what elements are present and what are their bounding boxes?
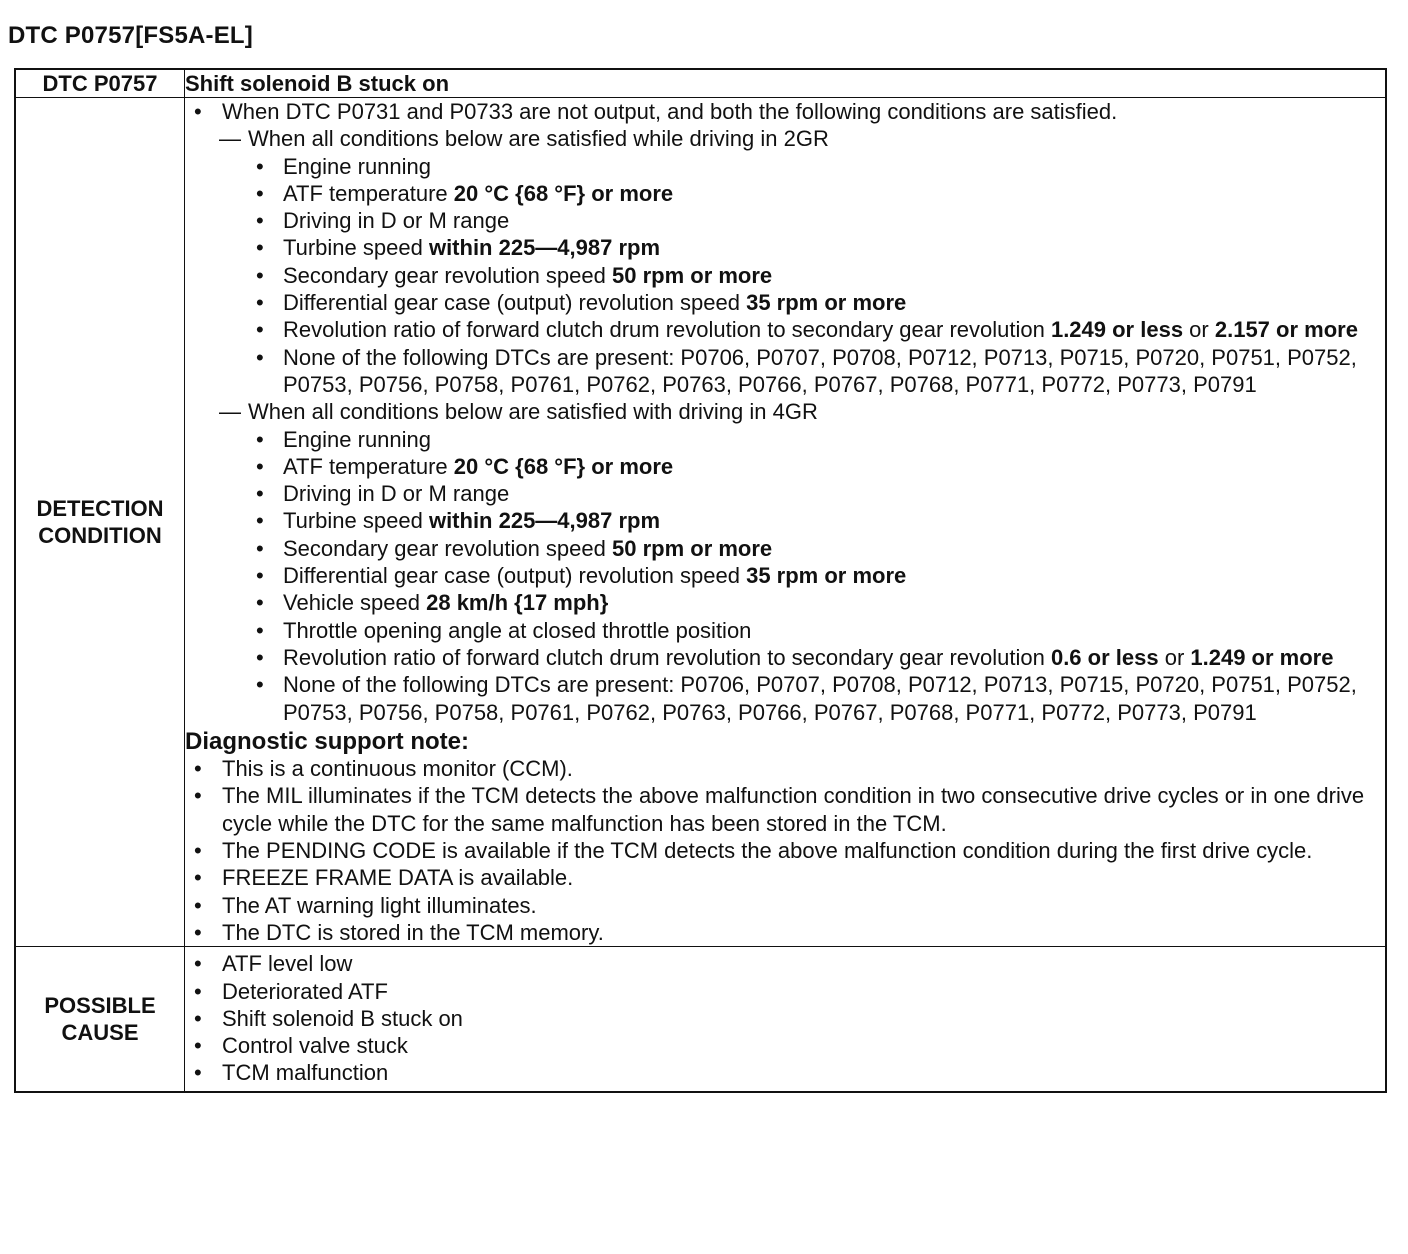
- page-title: DTC P0757[FS5A-EL]: [8, 22, 253, 49]
- cause-item: • ATF level low: [185, 950, 1385, 977]
- condition-text: Differential gear case (output) revolution speed: [283, 290, 747, 316]
- detection-intro: • When DTC P0731 and P0733 are not output, and both the following conditions are satisfied.: [185, 98, 1385, 125]
- group2-heading: [185, 398, 1385, 425]
- dash-mark: —: [219, 399, 241, 425]
- group1-heading-text: When all conditions below are satisfied while driving in 2GR: [248, 126, 829, 152]
- note-item: • This is a continuous monitor (CCM).: [185, 755, 1385, 782]
- condition-value: 35 rpm or more: [746, 563, 907, 589]
- condition-text: Driving in D or M range: [283, 208, 510, 234]
- condition-text: None of the following DTCs are present: P0706, P0707, P0708, P0712, P0713, P0715, P0720, P0751, P0752, P0753, P0756, P0758, P0761, P0762, P0763, P0766, P0767, P0768, P0771, P0772, P0773, P0791: [283, 344, 1357, 397]
- cause-item: • Shift solenoid B stuck on: [185, 1005, 1385, 1032]
- note-item: • The AT warning light illuminates.: [185, 892, 1385, 919]
- group2-conditions: [185, 426, 1385, 726]
- condition-value: 0.6 or less: [1050, 644, 1159, 670]
- condition-value: 50 rpm or more: [612, 262, 773, 288]
- condition-value: 20 °C {68 °F} or more: [453, 180, 674, 206]
- condition-text: or: [1158, 644, 1191, 670]
- cause-label: [15, 947, 185, 1092]
- dtc-description: Shift solenoid B stuck on: [185, 69, 1387, 98]
- group1-heading: [185, 125, 1385, 152]
- condition-text: Revolution ratio of forward clutch drum revolution to secondary gear revolution: [283, 644, 1051, 670]
- condition-item: [185, 344, 1385, 399]
- condition-item: [185, 153, 1385, 180]
- dtc-table: [14, 68, 1387, 1093]
- condition-text: Turbine speed: [283, 235, 429, 261]
- condition-text: Throttle opening angle at closed throttle position: [283, 617, 752, 643]
- condition-item: [185, 562, 1385, 589]
- note-item: • The MIL illuminates if the TCM detects the above malfunction condition in two consecutive drive cycles or in one drive cycle while the DTC for the same malfunction has been stored in the TCM.: [185, 782, 1385, 837]
- dash-mark: —: [219, 126, 241, 152]
- note-item: • FREEZE FRAME DATA is available.: [185, 864, 1385, 891]
- condition-item: [185, 262, 1385, 289]
- condition-item: [185, 617, 1385, 644]
- condition-item: [185, 316, 1385, 343]
- condition-value: 50 rpm or more: [612, 535, 773, 561]
- group2-heading-text: When all conditions below are satisfied with driving in 4GR: [248, 399, 818, 425]
- condition-text: ATF temperature: [283, 180, 454, 206]
- condition-text: Revolution ratio of forward clutch drum revolution to secondary gear revolution: [283, 317, 1051, 343]
- note-item: • The PENDING CODE is available if the TCM detects the above malfunction condition during the first drive cycle.: [185, 837, 1385, 864]
- condition-value: 35 rpm or more: [746, 290, 907, 316]
- diagnostic-note-title: Diagnostic support note:: [185, 727, 469, 755]
- condition-value: within 225—4,987 rpm: [428, 235, 661, 261]
- cause-item: • Deteriorated ATF: [185, 978, 1385, 1005]
- condition-value: 2.157 or more: [1214, 317, 1358, 343]
- detection-intro-list: [185, 98, 1385, 125]
- cause-label-line1: POSSIBLE: [44, 992, 156, 1018]
- condition-value: 1.249 or less: [1050, 317, 1184, 343]
- condition-value: within 225—4,987 rpm: [428, 508, 661, 534]
- condition-item: [185, 535, 1385, 562]
- condition-text: Differential gear case (output) revolution speed: [283, 563, 747, 589]
- condition-item: [185, 207, 1385, 234]
- condition-text: Engine running: [283, 426, 432, 452]
- header-row: [15, 69, 1386, 98]
- dtc-code-cell: DTC P0757: [15, 69, 185, 98]
- detection-label-line2: CONDITION: [38, 523, 162, 549]
- condition-text: Vehicle speed: [283, 590, 427, 616]
- condition-text: None of the following DTCs are present: P0706, P0707, P0708, P0712, P0713, P0715, P0720, P0751, P0752, P0753, P0756, P0758, P0761, P0762, P0763, P0766, P0767, P0768, P0771, P0772, P0773, P0791: [283, 672, 1357, 725]
- condition-text: Turbine speed: [283, 508, 429, 534]
- condition-value: 28 km/h {17 mph}: [426, 590, 609, 616]
- condition-text: Secondary gear revolution speed: [283, 535, 612, 561]
- condition-item: [185, 480, 1385, 507]
- condition-item: [185, 507, 1385, 534]
- cause-item: • Control valve stuck: [185, 1032, 1385, 1059]
- condition-item: [185, 589, 1385, 616]
- diagnostic-notes: [185, 755, 1385, 946]
- condition-item: [185, 453, 1385, 480]
- detection-label-line1: DETECTION: [36, 496, 164, 522]
- condition-text: Driving in D or M range: [283, 481, 510, 507]
- condition-text: Secondary gear revolution speed: [283, 262, 612, 288]
- condition-text: Engine running: [283, 153, 432, 179]
- condition-item: [185, 180, 1385, 207]
- group1-conditions: [185, 153, 1385, 399]
- condition-text: or: [1183, 317, 1215, 343]
- note-item: • The DTC is stored in the TCM memory.: [185, 919, 1385, 946]
- cause-row: [15, 947, 1386, 1092]
- condition-item: [185, 426, 1385, 453]
- condition-value: 20 °C {68 °F} or more: [453, 453, 674, 479]
- cause-label-line2: CAUSE: [61, 1019, 139, 1045]
- condition-text: ATF temperature: [283, 453, 454, 479]
- detection-label: [15, 98, 185, 947]
- condition-item: [185, 234, 1385, 261]
- cause-content: [185, 947, 1387, 1092]
- condition-item: [185, 644, 1385, 671]
- detection-row: [15, 98, 1386, 947]
- condition-item: [185, 671, 1385, 726]
- cause-list: [185, 950, 1385, 1086]
- condition-value: 1.249 or more: [1190, 644, 1334, 670]
- detection-content: [185, 98, 1387, 947]
- cause-item: • TCM malfunction: [185, 1059, 1385, 1086]
- condition-item: [185, 289, 1385, 316]
